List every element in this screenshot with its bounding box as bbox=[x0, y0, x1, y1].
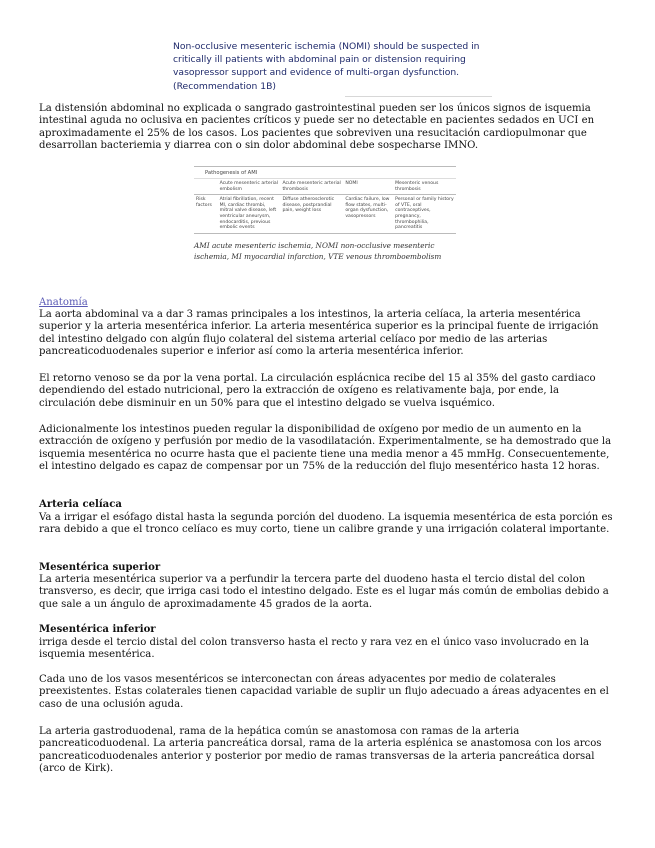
table-header: Acute mesenteric arterial thrombosis bbox=[280, 179, 343, 195]
celiac-heading: Arteria celíaca bbox=[39, 499, 122, 510]
table-header: NOMI bbox=[343, 179, 393, 195]
table-header: Mesenteric venous thrombosis bbox=[393, 179, 456, 195]
table-header bbox=[194, 179, 218, 195]
pathogenesis-table bbox=[194, 178, 456, 234]
inferior-heading: Mesentérica inferior bbox=[39, 624, 156, 635]
anatomy-paragraph-3: Adicionalmente los intestinos pueden regular la disponibilidad de oxígeno por medio de un aumento en la extracción de oxígeno y perfusión por medio de la vasodilatación. Experimentalmente, se ha demostrado que la isquemia mesentérica no ocurre hasta que el paciente tiene una media menor a 45 mmHg. Consecuentemente, el intestino delgado es capaz de compensar por un 75% de la reducción del flujo mesentérico hasta 12 horas. bbox=[39, 424, 612, 472]
celiac-paragraph: Va a irrigar el esófago distal hasta la segunda porción del duodeno. La isquemia mesentérica de esta porción es rara debido a que el tronco celíaco es muy corto, tiene un calibre grande y una irrigación colateral importante. bbox=[39, 512, 613, 536]
callout-divider bbox=[345, 96, 492, 97]
gastroduodenal-paragraph: La arteria gastroduodenal, rama de la hepática común se anastomosa con ramas de la arteria pancreaticoduodenal. La arteria pancreática dorsal, rama de la arteria esplénica se anastomosa con los arcos pancreaticoduodenales anterior y posterior por medio de ramas transversas de la arteria pancreática dorsal (arco de Kirk). bbox=[39, 726, 602, 774]
inferior-paragraph: irriga desde el tercio distal del colon transverso hasta el recto y rara vez en el único vaso involucrado en la isquemia mesentérica. bbox=[39, 637, 590, 661]
table-cell: Diffuse atherosclerotic disease, postprandial pain, weight loss bbox=[280, 195, 343, 234]
table-header-row bbox=[194, 179, 456, 195]
superior-paragraph: La arteria mesentérica superior va a perfundir la tercera parte del duodeno hasta el tercio distal del colon transverso, es decir, que irriga casi todo el intestino delgado. Este es el lugar más común de embolias debido a que sale a un ángulo de aproximadamente 45 grados de la aorta. bbox=[39, 574, 609, 610]
intro-paragraph: La distensión abdominal no explicada o sangrado gastrointestinal pueden ser los únicos signos de isquemia intestinal aguda no oclusiva en pacientes críticos y puede ser no detectable en pacientes sedados en UCI en aproximadamente el 25% de los casos. Los pacientes que sobreviven una resucitación cardiopulmonar que desarrollan bacteriemia y diarrea con o sin dolor abdominal debe sospecharse IMNO. bbox=[39, 103, 595, 151]
table-header: Acute mesenteric arterial embolism bbox=[218, 179, 281, 195]
pathogenesis-figure bbox=[194, 166, 456, 263]
table-cell: Cardiac failure, low flow states, multi-organ dysfunction, vasopressors bbox=[343, 195, 393, 234]
recommendation-callout: Non-occlusive mesenteric ischemia (NOMI) should be suspected in critically ill patients with abdominal pain or distension requiring vasopressor support and evidence of multi-organ dysfunction. (Recommendation 1B) bbox=[173, 41, 480, 92]
anatomy-paragraph-1: La aorta abdominal va a dar 3 ramas principales a los intestinos, la arteria celíaca, la arteria mesentérica superior y la arteria mesentérica inferior. La arteria mesentérica superior es la principal fuente de irrigación del intestino delgado con algún flujo colateral del sistema arterial celíaco por medio de las arterias pancreaticoduodenales superior e inferior así como la arteria mesentérica inferior. bbox=[39, 309, 599, 357]
anatomy-paragraph-2: El retorno venoso se da por la vena portal. La circulación esplácnica recibe del 15 al 35% del gasto cardiaco dependiendo del estado nutricional, pero la extracción de oxígeno es relativamente baja, por ende, la circulación debe disminuir en un 50% para que el intestino delgado se vuelva isquémico. bbox=[39, 373, 596, 409]
anatomy-link[interactable]: Anatomía bbox=[39, 297, 88, 308]
superior-heading: Mesentérica superior bbox=[39, 562, 161, 573]
table-cell: Personal or family history of VTE, oral contraceptives, pregnancy, thrombophilia, pancreatitis bbox=[393, 195, 456, 234]
figure-title: Pathogenesis of AMI bbox=[194, 166, 456, 178]
figure-caption: AMI acute mesenteric ischemia, NOMI non-occlusive mesenteric ischemia, MI myocardial infarction, VTE venous thromboembolism bbox=[194, 240, 442, 262]
collateral-paragraph: Cada uno de los vasos mesentéricos se interconectan con áreas adyacentes por medio de colaterales preexistentes. Estas colaterales tienen capacidad variable de suplir un flujo adecuado a áreas adyacentes en el caso de una oclusión aguda. bbox=[39, 674, 609, 710]
table-cell: Atrial fibrillation, recent MI, cardiac thrombi, mitral valve disease, left ventricular aneurysm, endocarditis, previous embolic events bbox=[218, 195, 281, 234]
table-row-label: Risk factors bbox=[194, 195, 218, 234]
table-row bbox=[194, 195, 456, 234]
